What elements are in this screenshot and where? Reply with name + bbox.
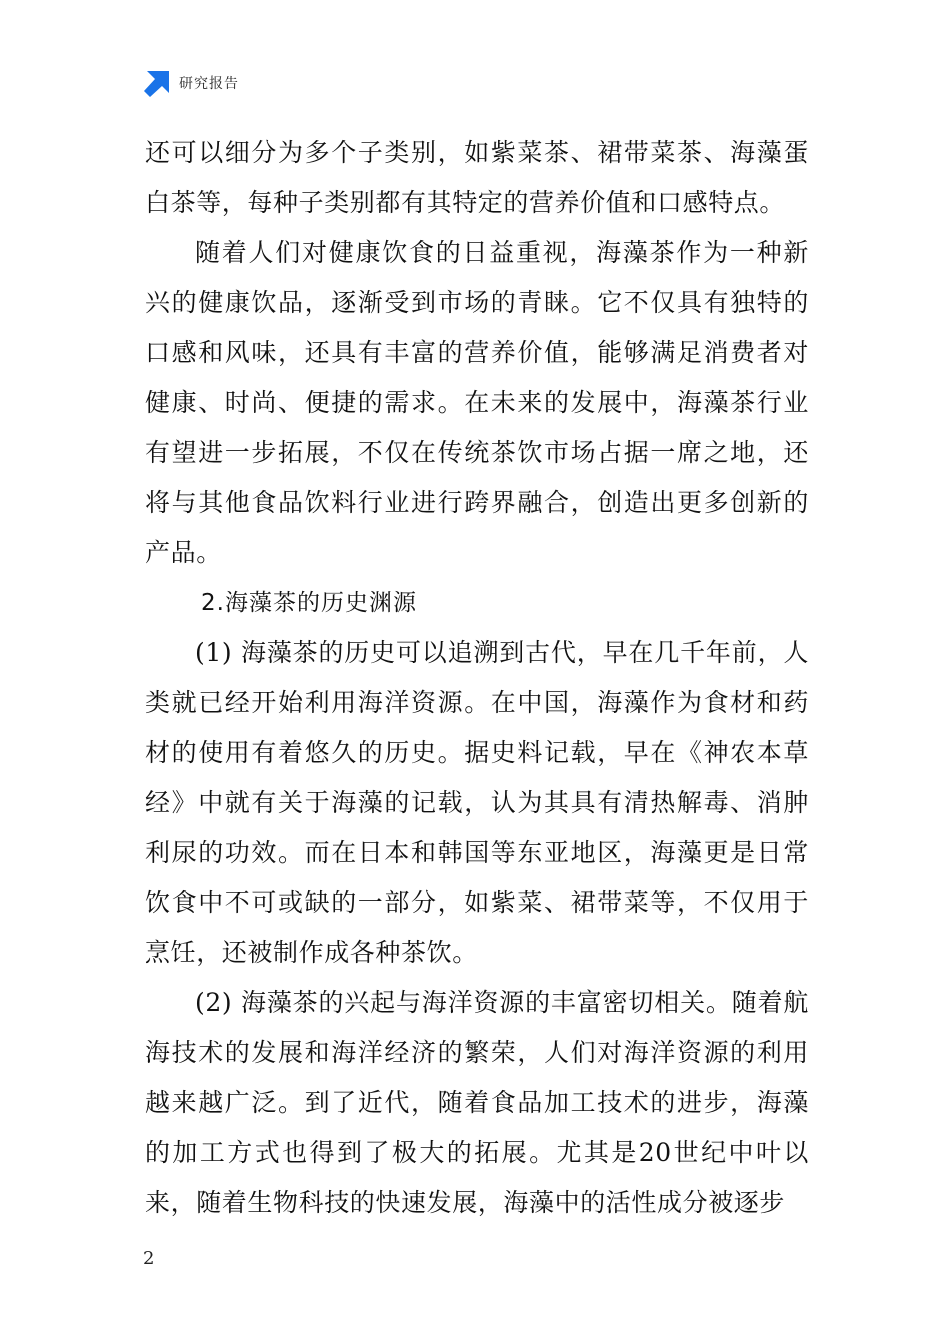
- section-heading-history: 2.海藻茶的历史渊源: [201, 590, 417, 616]
- paragraph-continuation: 还可以细分为多个子类别，如紫菜茶、裙带菜茶、海藻蛋白茶等，每种子类别都有其特定的营养价值和口感特点。: [145, 138, 809, 217]
- document-body: [145, 128, 809, 1228]
- paragraph-history-1: (1) 海藻茶的历史可以追溯到古代，早在几千年前，人类就已经开始利用海洋资源。在中国，海藻作为食材和药材的使用有着悠久的历史。据史料记载，早在《神农本草经》中就有关于海藻的记载，认为其具有清热解毒、消肿利尿的功效。而在日本和韩国等东亚地区，海藻更是日常饮食中不可或缺的一部分，如紫菜、裙带菜等，不仅用于烹饪，还被制作成各种茶饮。: [145, 638, 809, 967]
- paragraph-history-2: (2) 海藻茶的兴起与海洋资源的丰富密切相关。随着航海技术的发展和海洋经济的繁荣，人们对海洋资源的利用越来越广泛。到了近代，随着食品加工技术的进步，海藻的加工方式也得到了极大的拓展。尤其是20世纪中叶以来，随着生物科技的快速发展，海藻中的活性成分被逐步: [145, 988, 809, 1217]
- page-number: 2: [143, 1248, 155, 1269]
- paragraph-market-outlook: 随着人们对健康饮食的日益重视，海藻茶作为一种新兴的健康饮品，逐渐受到市场的青睐。它不仅具有独特的口感和风味，还具有丰富的营养价值，能够满足消费者对健康、时尚、便捷的需求。在未来的发展中，海藻茶行业有望进一步拓展，不仅在传统茶饮市场占据一席之地，还将与其他食品饮料行业进行跨界融合，创造出更多创新的产品。: [145, 238, 809, 567]
- header-label: 研究报告: [179, 76, 239, 92]
- arrow-up-right-icon: [143, 69, 171, 97]
- report-header: [143, 68, 239, 98]
